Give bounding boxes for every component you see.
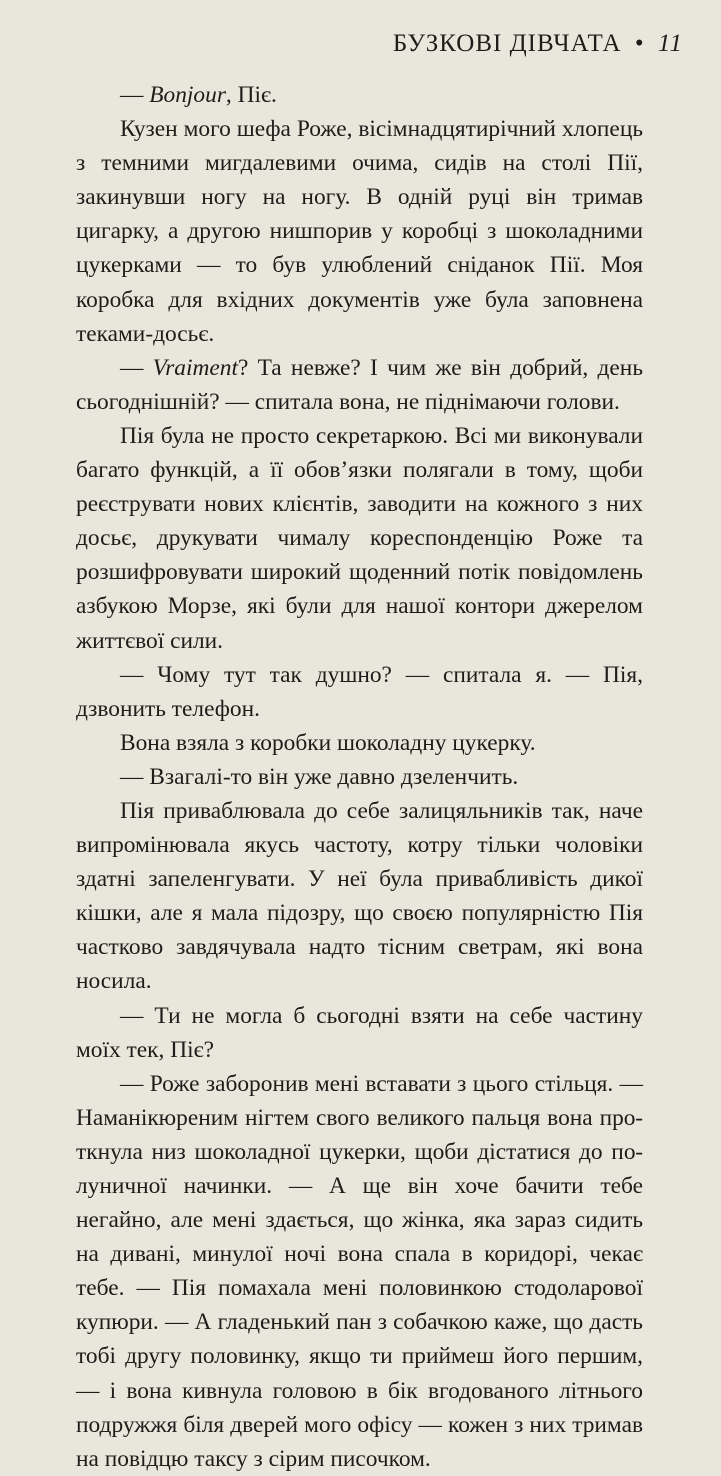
text-line: темними мигдалевими очима, сидів на столі Пії, закинув — [76, 150, 643, 211]
paragraph-3 — [76, 351, 643, 419]
italic-word: Vraiment — [152, 354, 238, 381]
text-line: то функцій, а її обов’язки полягали в тому, щоби реєструвати — [76, 457, 643, 518]
text-line: нашої контори джерелом життєвої сили. — [76, 593, 643, 654]
paragraph-9 — [76, 999, 643, 1067]
text-line: рей мого офісу — кожен з них тримав на повідцю таксу з — [76, 1411, 644, 1472]
text-line: ? Та невже? І чим же він добрий, день сього — [76, 354, 643, 415]
paragraph-1: — Bonjour, Пiє. — [120, 82, 277, 108]
paragraph-7: — Взагалі-то він уже давно дзеленчить. — [120, 763, 519, 790]
page-number: 11 — [657, 30, 683, 57]
text-line: — — [120, 354, 153, 381]
text-line: , Пiє. — [225, 82, 277, 108]
paragraph-6: Вона взяла з коробки шоколадну цукерку. — [120, 729, 536, 756]
running-title: БУЗКОВІ ДІВЧАТА — [392, 30, 622, 57]
text-line: — Ти не могла б сьогодні взяти на себе частину моїх тек, — [76, 1002, 643, 1063]
paragraph-2 — [76, 112, 643, 351]
text-line: винку, якщо ти приймеш його першим, — і вона кивнула — [76, 1343, 644, 1404]
text-line: головою в бік вгодованого літнього подружжя біля две — [76, 1377, 643, 1438]
text-line: минулої ночі вона спала в коридорі, чекає тебе. — Пія по — [76, 1241, 643, 1302]
text-line: сірим писочком. — [268, 1445, 431, 1472]
paragraph-5 — [76, 658, 643, 726]
text-line: днішній? — спитала вона, не піднімаючи голови. — [128, 388, 620, 415]
text-line: Наманікюреним нігтем свого великого пальця вона про — [76, 1104, 643, 1131]
text-line: але мені здається, що жінка, яка зараз сидить на дивані, — [76, 1207, 643, 1268]
text-line: мала підозру, що своєю популярністю Пія частково завдячу — [76, 900, 643, 961]
text-line: Пія приваблювала до себе залицяльників так, наче ви — [76, 797, 643, 859]
text-line: ментів уже була заповнена теками-досьє. — [76, 286, 643, 347]
text-line: щоденний потік повідомлень азбукою Морзе, які були для — [76, 559, 643, 620]
paragraph-8 — [76, 794, 643, 999]
text-line: — Роже заборонив мені вставати з цього стільця. — — [120, 1070, 643, 1097]
paragraph-4 — [76, 419, 643, 658]
text-line: — Чому тут так душно? — спитала я. — Пія, дзвонить — [76, 661, 643, 722]
body-text — [76, 78, 643, 1476]
running-header — [393, 30, 683, 58]
text-line: телефон. — [171, 695, 260, 722]
text-line: чималу кореспонденцію Роже та розшифровувати широкий — [76, 525, 643, 586]
text-line: денький пан з собачкою каже, що дасть тобі другу поло — [76, 1309, 643, 1370]
text-line: нишпорив у коробці з шоколадними цукерками — то був — [76, 218, 643, 279]
text-line: Пія була не просто секретаркою. Всі ми виконували бага — [76, 422, 643, 484]
text-line: вала надто тісним светрам, які вона носила. — [76, 934, 643, 995]
text-line: луничної начинки. — А ще він хоче бачити тебе негайно, — [76, 1173, 643, 1234]
paragraph-10 — [76, 1067, 643, 1476]
header-separator: • — [634, 30, 645, 57]
text-line: запеленгувати. У неї була привабливість дикої кішки, але я — [76, 866, 643, 927]
text-line: улюблений сніданок Пії. Моя коробка для вхідних доку — [76, 252, 643, 313]
text-line: ши ногу на ногу. В одній руці він тримав цигарку, а другою — [76, 184, 643, 245]
text-line: Пiє? — [170, 1036, 215, 1063]
text-line: нових клієнтів, заводити на кожного з них досьє, друкувати — [76, 491, 643, 552]
text-line: Кузен мого шефа Роже, вісімнадцятирічний хлопець з — [76, 116, 643, 177]
italic-word: Bonjour — [149, 82, 226, 108]
text-line: ткнула низ шоколадної цукерки, щоби дістатися до по — [76, 1138, 643, 1165]
text-line: махала мені половинкою стодоларової купюри. — А гла — [76, 1275, 643, 1336]
text-line: промінювала якусь частоту, котру тільки чоловіки здатні — [76, 832, 643, 893]
